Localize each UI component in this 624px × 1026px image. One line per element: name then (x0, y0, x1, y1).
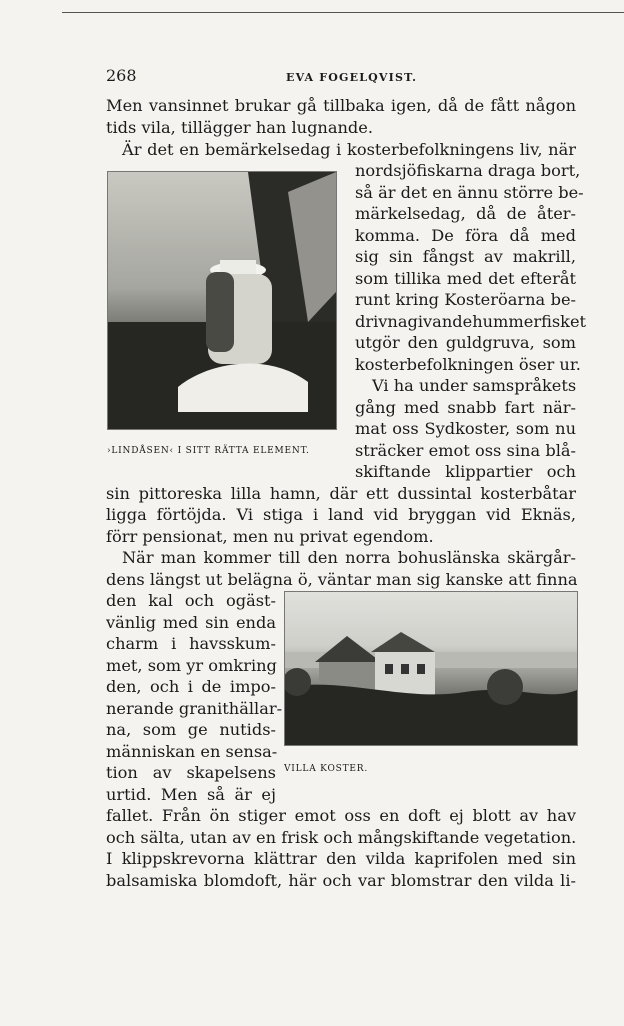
text-line: runt kring Kosteröarna be- (355, 290, 576, 309)
text-line: tion av skapelsens (106, 763, 276, 782)
text-line: utgör den guldgruva, som (355, 333, 576, 352)
text-line: charm i havsskum- (106, 634, 276, 653)
text-line: så är det en ännu större be- (355, 183, 584, 202)
text-line: Men vansinnet brukar gå tillbaka igen, då de fått någon (106, 96, 576, 115)
photo-villa-koster (284, 591, 578, 746)
text-line: vänlig med sin enda (106, 613, 276, 632)
text-line: drivnagivandehummerfisket (355, 312, 587, 331)
text-line: balsamiska blomdoft, här och var blomstrar den vilda li- (106, 871, 576, 890)
text-line: tids vila, tillägger han lugnande. (106, 118, 374, 137)
text-line: den kal och ogäst- (106, 591, 276, 610)
text-line: Vi ha under samspråkets (372, 376, 577, 395)
text-line: människan en sensa- (106, 742, 278, 761)
text-line: som tillika med det efteråt (355, 269, 576, 288)
text-line: När man kommer till den norra bohuslänska skärgår- (122, 548, 576, 567)
figure-caption: VILLA KOSTER. (284, 764, 369, 774)
text-line: sin pittoreska lilla hamn, där ett dussintal kosterbåtar (106, 484, 576, 503)
text-line: nordsjöfiskarna draga bort, (355, 161, 581, 180)
top-rule (62, 12, 624, 13)
text-line: urtid. Men så är ej (106, 785, 276, 804)
text-line: na, som ge nutids- (106, 720, 276, 739)
text-line: förr pensionat, men nu privat egendom. (106, 527, 434, 546)
text-line: fallet. Från ön stiger emot oss en doft ej blott av hav (106, 806, 576, 825)
text-line: met, som yr omkring (106, 656, 277, 675)
page-number: 268 (106, 66, 137, 85)
figure-caption: ›LINDÅSEN‹ I SITT RÄTTA ELEMENT. (107, 446, 310, 456)
text-line: sträcker emot oss sina blå- (355, 441, 576, 460)
text-line: sig sin fångst av makrill, (355, 247, 576, 266)
text-line: komma. De föra då med (355, 226, 576, 245)
running-head (106, 66, 576, 86)
text-line: nerande granithällar- (106, 699, 283, 718)
text-line: dens längst ut belägna ö, väntar man sig kanske att finna (106, 570, 578, 589)
text-line: den, och i de impo- (106, 677, 276, 696)
text-line: Är det en bemärkelsedag i kosterbefolkningens liv, när (122, 140, 576, 159)
text-line: och sälta, utan av en frisk och mångskiftande vegetation. (106, 828, 577, 847)
running-title: EVA FOGELQVIST. (286, 71, 418, 84)
text-line: märkelsedag, då de åter- (355, 204, 576, 223)
text-line: skiftande klippartier och (355, 462, 576, 481)
text-line: gång med snabb fart när- (355, 398, 576, 417)
text-line: I klippskrevorna klättrar den vilda kaprifolen med sin (106, 849, 576, 868)
text-line: kosterbefolkningen öser ur. (355, 355, 581, 374)
text-line: ligga förtöjda. Vi stiga i land vid bryggan vid Eknäs, (106, 505, 576, 524)
photo-lindasen (107, 171, 337, 430)
text-line: mat oss Sydkoster, som nu (355, 419, 576, 438)
